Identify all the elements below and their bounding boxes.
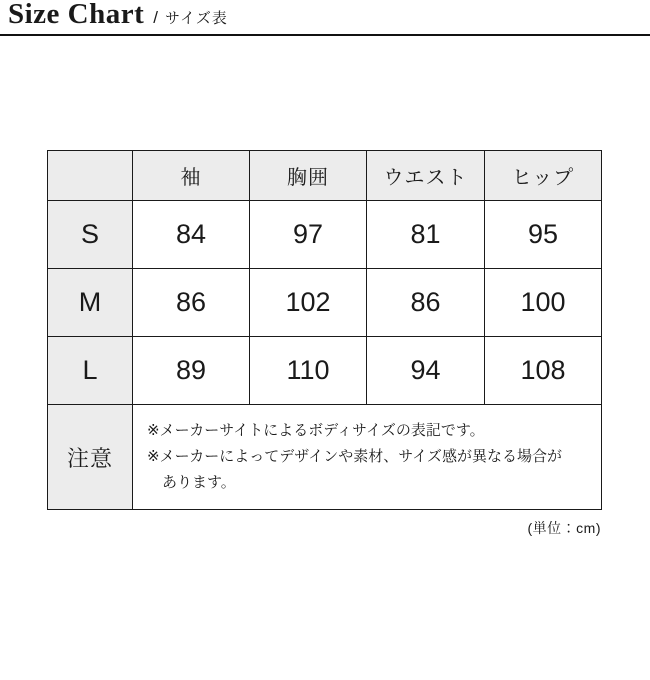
table-cell: 86: [133, 269, 250, 337]
table-row-m: [48, 269, 602, 337]
row-label-s: S: [48, 201, 133, 269]
page-header: [0, 0, 650, 36]
table-row-l: [48, 337, 602, 405]
table-row-s: [48, 201, 602, 269]
table-cell: 108: [485, 337, 602, 405]
title-english: Size Chart: [8, 0, 145, 30]
column-header-hip: ヒップ: [485, 151, 602, 201]
page-title: [8, 0, 228, 29]
table-cell: 89: [133, 337, 250, 405]
note-line: ※メーカーによってデザインや素材、サイズ感が異なる場合が: [147, 448, 563, 465]
table-cell: 110: [250, 337, 367, 405]
note-line: あります。: [162, 474, 236, 491]
table-cell: 94: [367, 337, 485, 405]
row-label-m: M: [48, 269, 133, 337]
note-label: 注意: [48, 405, 133, 510]
column-header-sleeve: 袖: [133, 151, 250, 201]
table-cell: 97: [250, 201, 367, 269]
note-row: [48, 405, 602, 510]
table-cell: 81: [367, 201, 485, 269]
table-cell: 100: [485, 269, 602, 337]
column-header-waist: ウエスト: [367, 151, 485, 201]
column-header-chest: 胸囲: [250, 151, 367, 201]
note-cell: [133, 405, 602, 510]
table-cell: 102: [250, 269, 367, 337]
table-cell: 95: [485, 201, 602, 269]
row-label-l: L: [48, 337, 133, 405]
size-table: [47, 150, 602, 510]
corner-cell: [48, 151, 133, 201]
note-line: ※メーカーサイトによるボディサイズの表記です。: [147, 422, 485, 439]
unit-label: (単位：cm): [527, 520, 601, 536]
title-separator: /: [153, 8, 159, 27]
title-japanese: サイズ表: [165, 10, 228, 27]
table-cell: 84: [133, 201, 250, 269]
table-header-row: [48, 151, 602, 201]
table-cell: 86: [367, 269, 485, 337]
